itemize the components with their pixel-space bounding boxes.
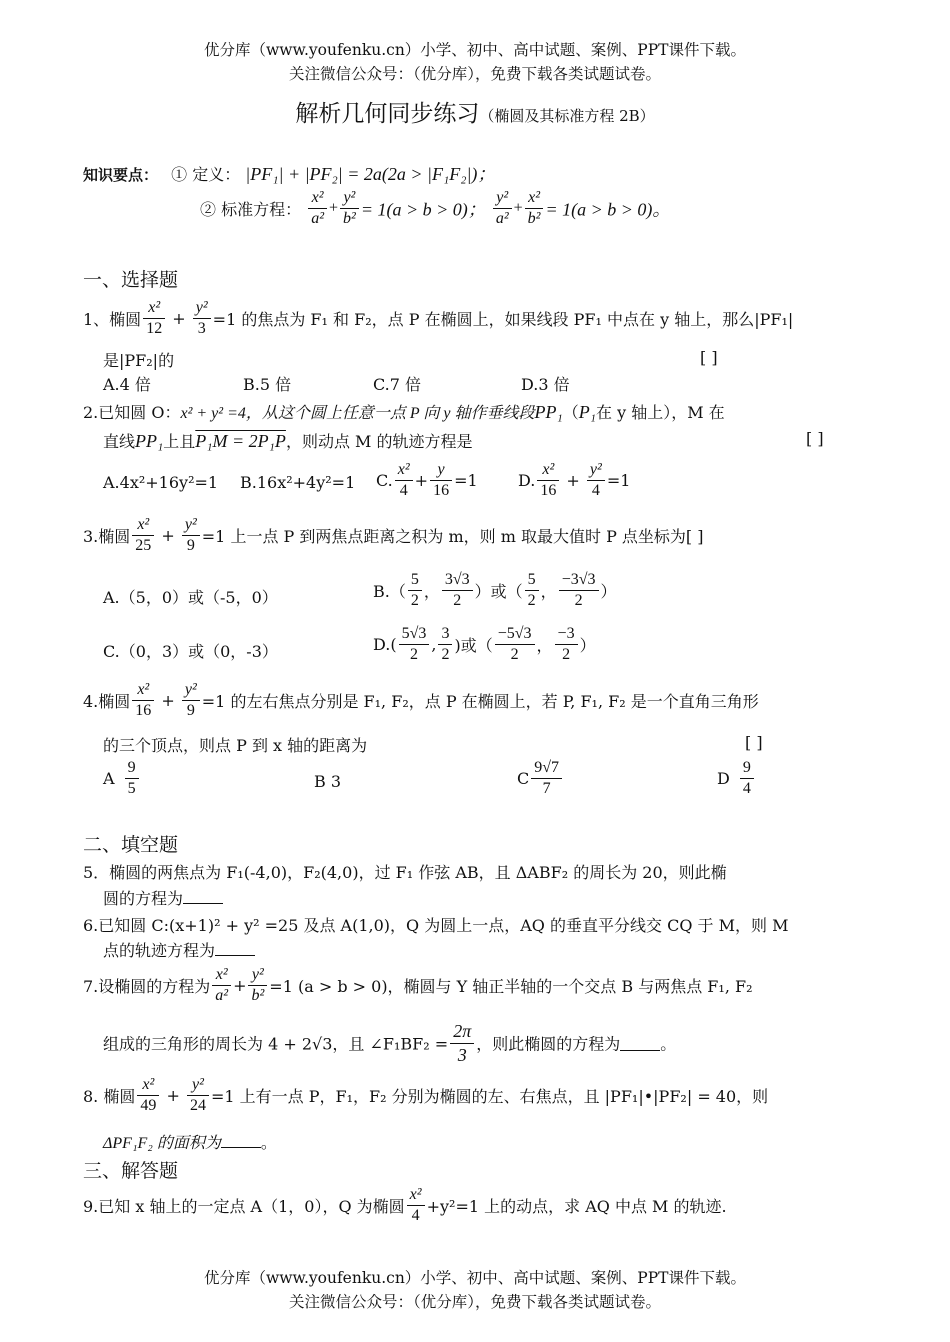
question-5: 5．椭圆的两焦点为 F₁(-4,0)，F₂(4,0)，过 F₁ 作弦 AB，且 ΔABF₂ 的周长为 20，则此椭 <box>83 863 727 882</box>
fraction: $\frac{\text{y²}}{3}$ <box>193 298 211 339</box>
section-fill: 二、填空题 <box>83 834 179 856</box>
fraction: $\frac{\text{x²}}{16}$ <box>132 680 154 721</box>
fraction: $\frac{\text{x²}}{\text{b²}}$ <box>525 188 544 229</box>
question-6: 6.已知圆 C:(x+1)² + y² =25 及点 A(1,0)，Q 为圆上一点，AQ 的垂直平分线交 CQ 于 M，则 M <box>83 916 789 935</box>
option-a: A $\frac{9}{5}$ <box>103 758 141 799</box>
definition-label: ① 定义： <box>171 165 241 184</box>
fraction: $\frac{5}{2}$ <box>408 570 422 611</box>
fraction: $\frac{\text{x²}}{12}$ <box>143 298 165 339</box>
knowledge-row-1 <box>83 160 495 186</box>
question-9: 9.已知 x 轴上的一定点 A（1，0），Q 为椭圆 $\frac{\text{x²}}{4}$ +y²=1 上的动点，求 AQ 中点 M 的轨迹. <box>83 1186 727 1224</box>
fraction: $\frac{3√3}{2}$ <box>442 570 473 611</box>
footer-line-2: 关注微信公众号：（优分库），免费下载各类试题试卷。 <box>288 1293 661 1311</box>
answer-blank[interactable] <box>221 1133 261 1148</box>
option-b: B.16x²+4y²=1 <box>240 473 356 492</box>
fraction: $\frac{\text{y²}}{9}$ <box>182 680 200 721</box>
option-d: D $\frac{9}{4}$ <box>717 758 756 799</box>
answer-blank[interactable] <box>215 941 255 956</box>
question-2: 2.已知圆 O：x² + y² =4，从这个圆上任意一点 P 向 y 轴作垂线段PP₁（P₁在 y 轴上），M 在 <box>83 402 725 422</box>
question-3: 3.椭圆 $\frac{\text{x²}}{25}$ + $\frac{\text{y²}}{9}$ =1 上一点 P 到两焦点距离之积为 m，则 m 取最大值时 P 点坐标为[ ] <box>83 516 704 554</box>
fraction: $\frac{3}{2}$ <box>438 624 452 665</box>
question-8-line-2: ΔPF₁F₂ 的面积为 。 <box>103 1133 277 1152</box>
standard-equation-label: ② 标准方程： <box>200 200 302 219</box>
option-a: A.4 倍 <box>103 375 151 394</box>
fraction: $\frac{\text{x²}}{\text{a²}}$ <box>212 965 231 1006</box>
option-c: C. $\frac{\text{x²}}{4}$ + $\frac{y}{16}$ =1 <box>376 461 478 499</box>
standard-eq-1-tail: = 1(a > b > 0)； <box>360 199 486 220</box>
fraction: $\frac{\text{y²}}{4}$ <box>587 460 605 501</box>
fraction: $\frac{\text{x²}}{\text{a²}}$ <box>308 188 327 229</box>
standard-eq-2-tail: = 1(a > b > 0)。 <box>545 199 671 220</box>
fraction: $\frac{\text{x²}}{4}$ <box>407 1185 425 1226</box>
fraction: $\frac{\text{x²}}{4}$ <box>395 460 413 501</box>
section-answer: 三、解答题 <box>83 1160 179 1182</box>
fraction: $\frac{y}{16}$ <box>430 460 452 501</box>
fraction: $\frac{9}{5}$ <box>125 758 139 799</box>
fraction: $\frac{-3√3}{2}$ <box>559 570 599 611</box>
header-line-2: 关注微信公众号：（优分库），免费下载各类试题试卷。 <box>288 65 661 83</box>
question-7-line-2: 组成的三角形的周长为 4 + 2√3，且 ∠F₁BF₂ = $\frac{2\pi}{3}$ ，则此椭圆的方程为 。 <box>103 1021 677 1065</box>
option-b: B.（ $\frac{5}{2}$ ， $\frac{3√3}{2}$ ）或（ $\frac{5}{2}$ ， $\frac{-3√3}{2}$ ） <box>373 571 617 609</box>
option-b: B.5 倍 <box>243 375 292 394</box>
option-d: D.( $\frac{5√3}{2}$ , $\frac{3}{2}$ )或（ $\frac{-5√3}{2}$ ， $\frac{-3}{2}$ ） <box>373 625 596 663</box>
option-a: A.（5，0）或（-5，0） <box>103 588 278 607</box>
question-8: 8. 椭圆 $\frac{\text{x²}}{49}$ + $\frac{\text{y²}}{24}$ =1 上有一点 P，F₁，F₂ 分别为椭圆的左、右焦点，且 |PF₁|•|PF₂| = 40，则 <box>83 1076 769 1114</box>
option-b: B 3 <box>314 772 342 791</box>
option-d: D.3 倍 <box>521 375 570 394</box>
fraction: $\frac{\text{y²}}{9}$ <box>182 515 200 556</box>
page-title <box>0 95 950 128</box>
answer-bracket: [ ] <box>806 429 824 448</box>
fraction: $\frac{9}{4}$ <box>740 758 754 799</box>
knowledge-label: 知识要点： <box>83 166 159 184</box>
vector-equation: P₁M = 2P₁P <box>195 431 286 451</box>
question-4-line-2: 的三个顶点，则点 P 到 x 轴的距离为 <box>103 736 368 755</box>
fraction: $\frac{5}{2}$ <box>525 570 539 611</box>
fraction: $\frac{9√7}{7}$ <box>531 758 562 799</box>
definition-formula: |PF₁| + |PF₂| = 2a(2a > |F₁F₂|)； <box>245 164 496 184</box>
question-5-line-2: 圆的方程为 <box>103 886 223 909</box>
fraction: $\frac{\text{y²}}{24}$ <box>187 1075 209 1116</box>
answer-blank[interactable] <box>620 1036 660 1051</box>
knowledge-row-2: ② 标准方程： $\frac{\text{x²}}{\text{a²}}$ + $\frac{\text{y²}}{\text{b²}}$ = 1(a > b > 0)； $\frac{\text{y²}}{\text{a²}}$ + $\frac{\text{x²}}{\text{b²}}$ = 1(a > b > 0)。 <box>200 189 671 227</box>
title-sub: （椭圆及其标准方程 2B） <box>479 107 655 125</box>
fraction: $\frac{\text{y²}}{\text{a²}}$ <box>493 188 512 229</box>
fraction: $\frac{-3}{2}$ <box>555 624 578 665</box>
question-4: 4.椭圆 $\frac{\text{x²}}{16}$ + $\frac{\text{y²}}{9}$ =1 的左右焦点分别是 F₁, F₂，点 P 在椭圆上，若 P, F₁, F₂ 是一个直角三角形 <box>83 681 759 719</box>
answer-bracket: [ ] <box>745 733 763 752</box>
question-7: 7.设椭圆的方程为 $\frac{\text{x²}}{\text{a²}}$ + $\frac{\text{y²}}{\text{b²}}$ =1 (a > b > 0)，椭圆与 Y 轴正半轴的一个交点 B 与两焦点 F₁, F₂ <box>83 966 753 1004</box>
section-choice: 一、选择题 <box>83 269 179 291</box>
option-c: C.7 倍 <box>373 375 422 394</box>
title-main: 解析几何同步练习 <box>295 101 480 127</box>
fraction: $\frac{\text{y²}}{\text{b²}}$ <box>248 965 267 1006</box>
fraction: $\frac{\text{x²}}{25}$ <box>132 515 154 556</box>
fraction: $\frac{5√3}{2}$ <box>399 624 430 665</box>
answer-bracket: [ ] <box>700 348 718 367</box>
option-a: A.4x²+16y²=1 <box>103 473 219 492</box>
option-c: C.（0，3）或（0，-3） <box>103 642 278 661</box>
fraction: $\frac{-5√3}{2}$ <box>495 624 535 665</box>
fraction: $\frac{\text{x²}}{49}$ <box>137 1075 159 1116</box>
question-1-line-2: 是|PF₂|的 <box>103 351 175 370</box>
question-6-line-2: 点的轨迹方程为 <box>103 938 255 961</box>
fraction: $\frac{\text{x²}}{16}$ <box>537 460 559 501</box>
footer-line-1: 优分库（www.youfenku.cn）小学、初中、高中试题、案例、PPT课件下载。 <box>203 1269 747 1287</box>
fraction: $\frac{2\pi}{3}$ <box>450 1020 474 1066</box>
answer-blank[interactable] <box>183 889 223 904</box>
fraction: $\frac{\text{y²}}{\text{b²}}$ <box>340 188 359 229</box>
option-c: C $\frac{9√7}{7}$ <box>517 758 564 799</box>
question-2-line-2: 直线PP₁上且P₁M = 2P₁P，则动点 M 的轨迹方程是 <box>103 431 473 451</box>
header-line-1: 优分库（www.youfenku.cn）小学、初中、高中试题、案例、PPT课件下载。 <box>203 41 747 59</box>
option-d: D. $\frac{\text{x²}}{16}$ + $\frac{\text{y²}}{4}$ =1 <box>518 461 631 499</box>
question-1: 1、椭圆 $\frac{\text{x²}}{12}$ + $\frac{\text{y²}}{3}$ =1 的焦点为 F₁ 和 F₂，点 P 在椭圆上，如果线段 PF₁ 中点在 y 轴上，那么|PF₁| <box>83 299 794 337</box>
